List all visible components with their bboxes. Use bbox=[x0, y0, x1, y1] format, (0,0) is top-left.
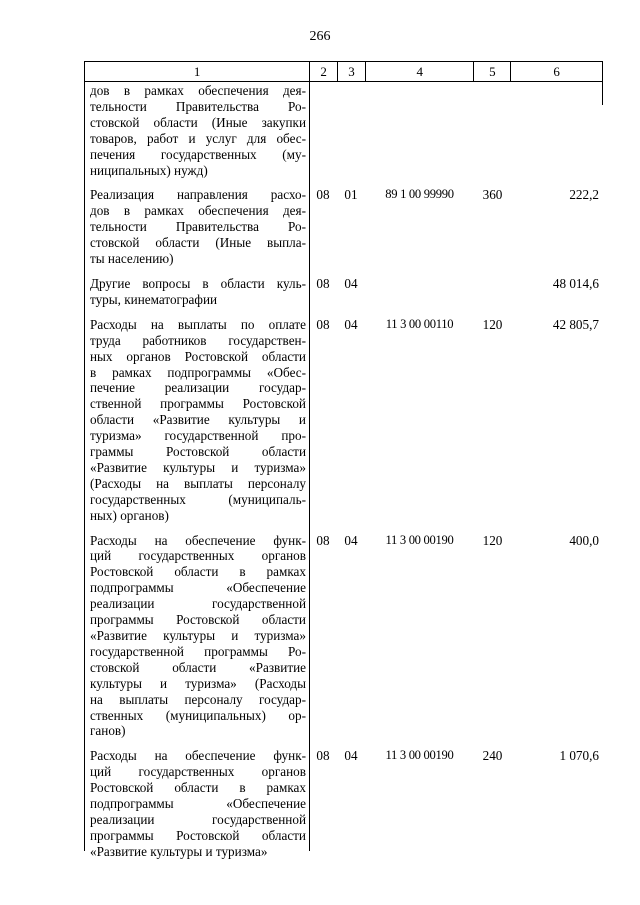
description-line: Другие вопросы в области куль- bbox=[90, 275, 306, 291]
expense-type-code: 120 bbox=[482, 316, 503, 332]
description-line: дов в рамках обеспечения дея- bbox=[90, 83, 306, 98]
section-code: 08 bbox=[316, 275, 330, 291]
table-row bbox=[84, 532, 603, 740]
expense-type-code bbox=[474, 82, 511, 178]
description-line: на выплаты персоналу государ- bbox=[90, 691, 306, 707]
table-header bbox=[84, 61, 603, 82]
row-description bbox=[84, 316, 309, 524]
header-cell-5: 5 bbox=[473, 62, 510, 81]
description-line: государственной программы Ро- bbox=[90, 643, 306, 659]
description-line: Ростовской области в рамках bbox=[90, 780, 306, 796]
section-code: 08 bbox=[316, 316, 330, 332]
header-cell-4: 4 bbox=[365, 62, 474, 81]
description-line: (Расходы на выплаты персоналу bbox=[90, 475, 306, 491]
table-body bbox=[84, 82, 603, 860]
description-line: «Развитие культуры и туризма» bbox=[90, 459, 306, 475]
description-line: ций государственных органов bbox=[90, 764, 306, 780]
expense-type-code bbox=[474, 275, 511, 308]
description-line: ты населению) bbox=[90, 251, 174, 267]
description-line: реализации государственной bbox=[90, 811, 306, 827]
target-item-code: 11 3 00 00110 bbox=[385, 316, 454, 331]
amount: 42 805,7 bbox=[552, 316, 599, 332]
table-row bbox=[84, 186, 603, 267]
target-item-code: 89 1 00 99990 bbox=[385, 187, 454, 202]
row-description bbox=[84, 82, 309, 178]
section-code: 08 bbox=[316, 532, 330, 548]
table-row bbox=[84, 747, 603, 859]
description-line: ганов) bbox=[90, 723, 126, 739]
section-code bbox=[309, 82, 337, 178]
amount: 48 014,6 bbox=[552, 275, 599, 291]
description-line: туризма» государственной про- bbox=[90, 428, 306, 444]
description-line: Расходы на обеспечение функ- bbox=[90, 532, 306, 548]
target-item-code bbox=[365, 275, 474, 308]
subsection-code: 04 bbox=[344, 748, 358, 764]
column-divider bbox=[309, 82, 310, 851]
description-line: программы Ростовской области bbox=[90, 827, 306, 843]
description-line: Расходы на выплаты по оплате bbox=[90, 316, 306, 332]
section-code: 08 bbox=[316, 187, 330, 203]
table-row bbox=[84, 275, 603, 308]
description-line: ций государственных органов bbox=[90, 548, 306, 564]
row-description bbox=[84, 532, 309, 740]
section-code: 08 bbox=[316, 748, 330, 764]
row-description bbox=[84, 275, 309, 308]
description-line: культуры и туризма» (Расходы bbox=[90, 675, 306, 691]
subsection-code: 04 bbox=[344, 532, 358, 548]
right-border bbox=[602, 82, 603, 105]
description-line: подпрограммы «Обеспечение bbox=[90, 580, 306, 596]
description-line: ных) органов) bbox=[90, 507, 169, 523]
description-line: труда работников государствен- bbox=[90, 332, 306, 348]
description-line: граммы Ростовской области bbox=[90, 444, 306, 460]
description-line: ных органов Ростовской области bbox=[90, 348, 306, 364]
row-description bbox=[84, 747, 309, 859]
page-number: 266 bbox=[309, 29, 331, 44]
header-cell-1: 1 bbox=[193, 63, 201, 79]
description-line: печения государственных (му- bbox=[90, 146, 306, 162]
description-line: товаров, работ и услуг для обес- bbox=[90, 130, 306, 146]
target-item-code: 11 3 00 00190 bbox=[385, 532, 454, 547]
expense-type-code: 120 bbox=[482, 532, 503, 548]
description-line: стовской области (Иные выпла- bbox=[90, 235, 306, 251]
table-row bbox=[84, 82, 603, 178]
description-line: ственных (муниципальных) ор- bbox=[90, 707, 306, 723]
left-border bbox=[84, 82, 85, 851]
table-row bbox=[84, 316, 603, 524]
target-item-code: 11 3 00 00190 bbox=[385, 748, 454, 763]
description-line: стовской области (Иные закупки bbox=[90, 114, 306, 130]
subsection-code: 04 bbox=[344, 275, 358, 291]
description-line: области «Развитие культуры и bbox=[90, 412, 306, 428]
amount: 222,2 bbox=[569, 187, 599, 203]
budget-table bbox=[84, 61, 603, 860]
expense-type-code: 360 bbox=[482, 187, 503, 203]
description-line: печение реализации государ- bbox=[90, 380, 306, 396]
row-description bbox=[84, 186, 309, 267]
header-cell-6: 6 bbox=[510, 62, 602, 81]
target-item-code bbox=[365, 82, 474, 178]
description-line: ственной программы Ростовской bbox=[90, 396, 306, 412]
description-line: тельности Правительства Ро- bbox=[90, 219, 306, 235]
description-line: реализации государственной bbox=[90, 596, 306, 612]
subsection-code: 04 bbox=[344, 316, 358, 332]
description-line: «Развитие культуры и туризма» bbox=[90, 843, 268, 859]
header-cell-2: 2 bbox=[309, 62, 337, 81]
amount: 400,0 bbox=[569, 532, 599, 548]
description-line: «Развитие культуры и туризма» bbox=[90, 628, 306, 643]
description-line: туры, кинематографии bbox=[90, 291, 218, 307]
amount: 1 070,6 bbox=[559, 748, 599, 764]
expense-type-code: 240 bbox=[482, 748, 503, 764]
description-line: дов в рамках обеспечения дея- bbox=[90, 203, 306, 219]
description-line: подпрограммы «Обеспечение bbox=[90, 796, 306, 812]
header-cell-3: 3 bbox=[337, 62, 365, 81]
description-line: программы Ростовской области bbox=[90, 612, 306, 628]
description-line: государственных (муниципаль- bbox=[90, 491, 306, 507]
description-line: тельности Правительства Ро- bbox=[90, 98, 306, 114]
description-line: Реализация направления расхо- bbox=[90, 187, 306, 203]
amount bbox=[511, 82, 603, 178]
description-line: стовской области «Развитие bbox=[90, 659, 306, 675]
description-line: Ростовской области в рамках bbox=[90, 564, 306, 580]
subsection-code bbox=[337, 82, 365, 178]
subsection-code: 01 bbox=[344, 187, 358, 203]
description-line: ниципальных) нужд) bbox=[90, 162, 208, 178]
description-line: Расходы на обеспечение функ- bbox=[90, 748, 306, 764]
description-line: в рамках подпрограммы «Обес- bbox=[90, 364, 306, 380]
